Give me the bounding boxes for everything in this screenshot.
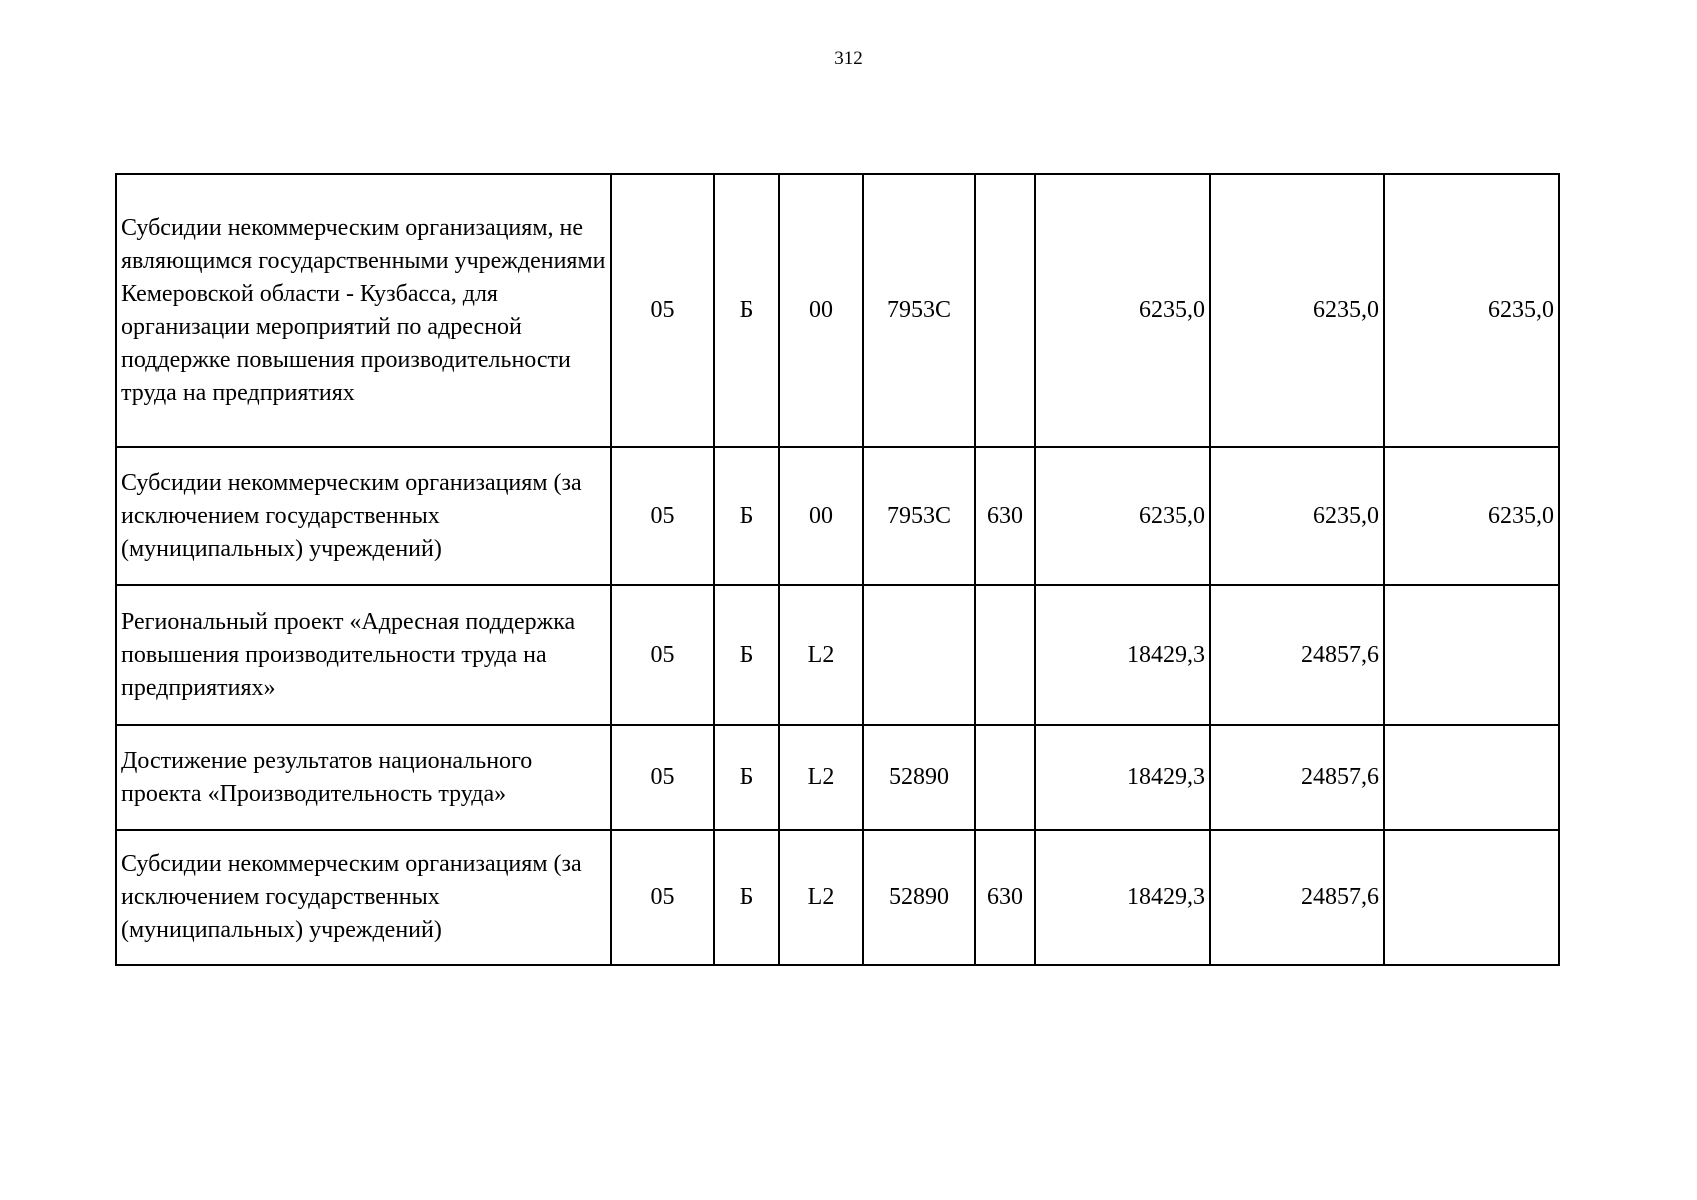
amount-year-3 [1384, 725, 1559, 830]
event-code: L2 [779, 725, 863, 830]
subprogram-code: Б [714, 830, 779, 965]
table-row [116, 725, 1559, 830]
row-name: Региональный проект «Адресная поддержка повышения производительности труда на предприятиях» [116, 585, 611, 725]
table-row [116, 585, 1559, 725]
event-code: 00 [779, 174, 863, 447]
event-code: 00 [779, 447, 863, 585]
amount-year-3 [1384, 830, 1559, 965]
amount-year-2: 24857,6 [1210, 585, 1384, 725]
amount-year-1: 6235,0 [1035, 174, 1210, 447]
direction-code: 7953С [863, 447, 975, 585]
expense-type-code: 630 [975, 830, 1035, 965]
direction-code: 52890 [863, 830, 975, 965]
subprogram-code: Б [714, 585, 779, 725]
expense-type-code [975, 174, 1035, 447]
direction-code: 52890 [863, 725, 975, 830]
program-code: 05 [611, 585, 714, 725]
table-row [116, 174, 1559, 447]
amount-year-1: 18429,3 [1035, 830, 1210, 965]
amount-year-2: 24857,6 [1210, 830, 1384, 965]
table-row [116, 830, 1559, 965]
amount-year-2: 24857,6 [1210, 725, 1384, 830]
page-number: 312 [834, 48, 863, 69]
row-name: Субсидии некоммерческим организациям (за исключением государственных (муниципальных) учреждений) [116, 447, 611, 585]
expense-type-code [975, 585, 1035, 725]
table-row [116, 447, 1559, 585]
subprogram-code: Б [714, 174, 779, 447]
program-code: 05 [611, 174, 714, 447]
direction-code [863, 585, 975, 725]
direction-code: 7953С [863, 174, 975, 447]
amount-year-1: 18429,3 [1035, 585, 1210, 725]
expense-type-code: 630 [975, 447, 1035, 585]
budget-table [115, 173, 1560, 966]
amount-year-1: 18429,3 [1035, 725, 1210, 830]
amount-year-3: 6235,0 [1384, 174, 1559, 447]
amount-year-2: 6235,0 [1210, 174, 1384, 447]
amount-year-3 [1384, 585, 1559, 725]
amount-year-1: 6235,0 [1035, 447, 1210, 585]
amount-year-2: 6235,0 [1210, 447, 1384, 585]
subprogram-code: Б [714, 725, 779, 830]
event-code: L2 [779, 830, 863, 965]
amount-year-3: 6235,0 [1384, 447, 1559, 585]
subprogram-code: Б [714, 447, 779, 585]
expense-type-code [975, 725, 1035, 830]
row-name: Достижение результатов национального проекта «Производительность труда» [116, 725, 611, 830]
program-code: 05 [611, 830, 714, 965]
program-code: 05 [611, 447, 714, 585]
event-code: L2 [779, 585, 863, 725]
row-name: Субсидии некоммерческим организациям (за исключением государственных (муниципальных) учреждений) [116, 830, 611, 965]
row-name: Субсидии некоммерческим организациям, не являющимся государственными учреждениями Кемеровской области - Кузбасса, для организации мероприятий по адресной поддержке повышения производительности труда на предприятиях [116, 174, 611, 447]
program-code: 05 [611, 725, 714, 830]
